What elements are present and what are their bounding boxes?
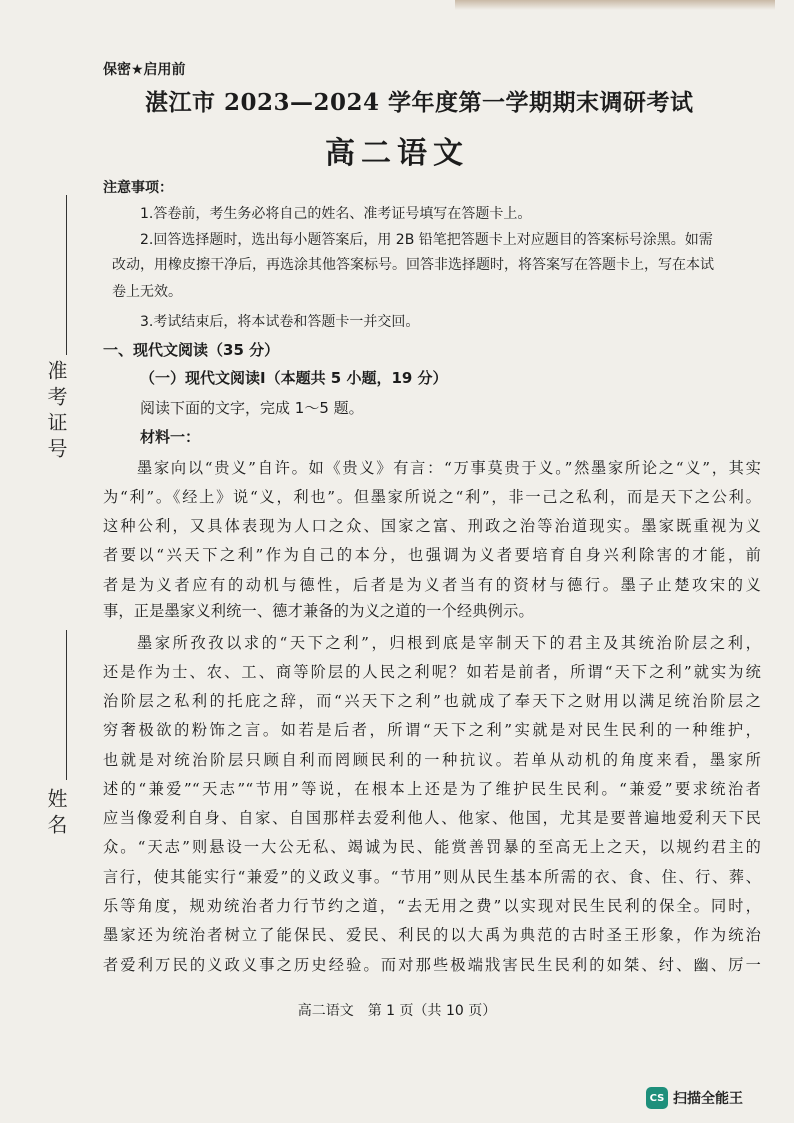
page-edge-shadow	[455, 0, 775, 10]
passage-line: 治阶层之私利的托庇之辞，而“兴天下之利”也就成了奉天下之财用以满足统治阶层之	[103, 692, 761, 710]
id-number-line	[66, 195, 67, 355]
name-line	[66, 630, 67, 780]
section-subtitle: （一）现代文阅读Ⅰ（本题共 5 小题，19 分）	[140, 369, 448, 387]
notice-item: 卷上无效。	[112, 284, 182, 300]
exam-title: 湛江市 2023—2024 学年度第一学期期末调研考试	[145, 89, 694, 116]
name-label: 姓名	[44, 788, 68, 840]
notice-item: 2.回答选择题时，选出每小题答案后，用 2B 铅笔把答题卡上对应题目的答案标号涂黑。如需	[140, 232, 713, 248]
passage-line: 为“利”。《经上》说“义，利也”。但墨家所说之“利”，非一己之私利，而是天下之公利。	[103, 488, 761, 506]
page-footer: 高二语文 第 1 页（共 10 页）	[297, 1003, 497, 1019]
passage-line: 也就是对统治阶层只顾自利而罔顾民利的一种抗议。若单从动机的角度来看，墨家所	[103, 751, 761, 769]
passage-line: 者要以“兴天下之利”作为自己的本分，也强调为义者要培育自身兴利除害的才能，前	[103, 546, 761, 564]
passage-line: 事，正是墨家义利统一、德才兼备的为义之道的一个经典例示。	[103, 602, 534, 620]
passage-line: 还是作为士、农、工、商等阶层的人民之利呢？如若是前者，所谓“天下之利”就实为统	[103, 663, 761, 681]
passage-line: 众。“天志”则悬设一大公无私、竭诚为民、能赏善罚暴的至高无上之天，以规约君主的	[103, 838, 761, 856]
passage-line: 墨家所孜孜以求的“天下之利”，归根到底是宰制天下的君主及其统治阶层之利，	[137, 634, 761, 652]
camscanner-logo-icon: CS	[646, 1087, 668, 1109]
confidential-mark: 保密★启用前	[103, 62, 186, 78]
passage-line: 者爱利万民的义政义事之历史经验。而对那些极端戕害民生民利的如桀、纣、幽、厉一	[103, 956, 761, 974]
notice-item: 改动，用橡皮擦干净后，再选涂其他答案标号。回答非选择题时，将答案写在答题卡上，写在本试	[112, 257, 714, 273]
passage-line: 述的“兼爱”“天志”“节用”等说，在根本上还是为了维护民生民利。“兼爱”要求统治者	[103, 780, 761, 798]
passage-line: 者是为义者应有的动机与德性，后者是为义者当有的资材与德行。墨子止楚攻宋的义	[103, 576, 761, 594]
id-number-label: 准考证号	[44, 360, 68, 464]
material-label: 材料一：	[140, 428, 201, 446]
passage-line: 墨家向以“贵义”自许。如《贵义》有言：“万事莫贵于义。”然墨家所论之“义”，其实	[137, 459, 761, 477]
watermark-text: 扫描全能王	[673, 1091, 743, 1107]
passage-line: 应当像爱利自身、自家、自国那样去爱利他人、他家、他国，尤其是要普遍地爱利天下民	[103, 809, 761, 827]
notice-item: 1.答卷前，考生务必将自己的姓名、准考证号填写在答题卡上。	[140, 206, 532, 222]
passage-line: 这种公利，又具体表现为人口之众、国家之富、刑政之治等治道现实。墨家既重视为义	[103, 517, 761, 535]
passage-line: 穷奢极欲的粉饰之言。如若是后者，所谓“天下之利”实就是对民生民利的一种维护，	[103, 721, 761, 739]
section-instruction: 阅读下面的文字，完成 1～5 题。	[140, 399, 364, 417]
notice-item: 3.考试结束后，将本试卷和答题卡一并交回。	[140, 314, 420, 330]
passage-line: 言行，使其能实行“兼爱”的义政义事。“节用”则从民生基本所需的衣、食、住、行、葬、	[103, 868, 761, 886]
subject-title: 高二语文	[325, 136, 469, 171]
section-title: 一、现代文阅读（35 分）	[103, 341, 280, 359]
passage-line: 乐等角度，规劝统治者力行节约之道，“去无用之费”以实现对民生民利的保全。同时，	[103, 897, 761, 915]
scanner-watermark	[646, 1086, 776, 1110]
notice-heading: 注意事项：	[103, 180, 173, 196]
passage-line: 墨家还为统治者树立了能保民、爱民、利民的以大禹为典范的古时圣王形象，作为统治	[103, 926, 761, 944]
